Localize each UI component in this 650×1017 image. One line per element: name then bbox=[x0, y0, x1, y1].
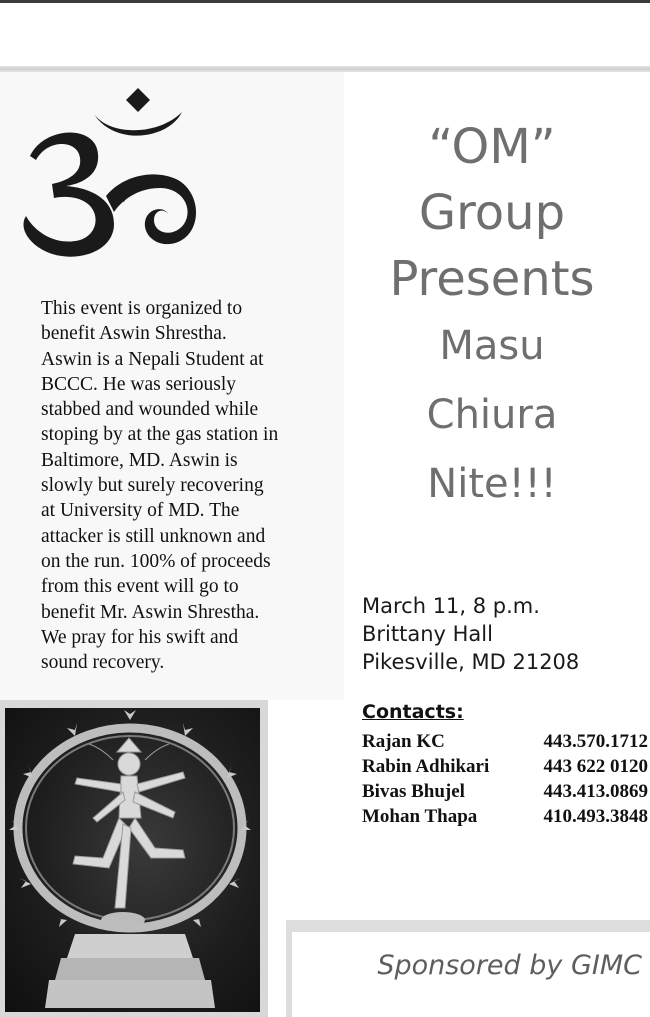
story-line: Baltimore, MD. Aswin is bbox=[41, 449, 238, 471]
contact-name: Bivas Bhujel bbox=[362, 781, 465, 802]
contact-name: Rajan KC bbox=[362, 731, 445, 752]
story-line: at University of MD. The bbox=[41, 500, 240, 522]
story-line: Aswin is a Nepali Student at bbox=[41, 348, 264, 370]
story-line: benefit Mr. Aswin Shrestha. bbox=[41, 601, 260, 623]
story-line: BCCC. He was seriously bbox=[41, 373, 236, 395]
headline-presents: Presents bbox=[389, 251, 595, 307]
contact-phone: 410.493.3848 bbox=[543, 806, 648, 827]
contact-name: Rabin Adhikari bbox=[362, 756, 490, 777]
top-rule bbox=[0, 0, 650, 3]
contact-row bbox=[362, 779, 650, 804]
story-line: stabbed and wounded while bbox=[41, 399, 259, 421]
story-line: benefit Aswin Shrestha. bbox=[41, 323, 227, 345]
story-line: attacker is still unknown and bbox=[41, 525, 266, 547]
sponsor-text: Sponsored by GIMC bbox=[377, 950, 642, 981]
event-date-time: March 11, 8 p.m. bbox=[362, 594, 540, 618]
headline-masu: Masu bbox=[439, 323, 545, 369]
story-line: sound recovery. bbox=[41, 652, 165, 674]
contact-name: Mohan Thapa bbox=[362, 806, 478, 827]
contacts-list bbox=[362, 729, 650, 829]
contact-row bbox=[362, 804, 650, 829]
contact-phone: 443 622 0120 bbox=[543, 756, 648, 777]
contact-phone: 443.413.0869 bbox=[543, 781, 648, 802]
event-details bbox=[362, 592, 642, 676]
event-story bbox=[41, 296, 331, 675]
contact-phone: 443.570.1712 bbox=[543, 731, 648, 752]
story-line: from this event will go to bbox=[41, 576, 239, 598]
story-line: This event is organized to bbox=[41, 298, 243, 319]
contact-row bbox=[362, 754, 650, 779]
story-line: stoping by at the gas station in bbox=[41, 424, 279, 446]
event-venue: Brittany Hall bbox=[362, 622, 493, 646]
contacts-heading: Contacts: bbox=[362, 701, 464, 723]
nataraja-statue-image bbox=[5, 708, 260, 1012]
event-location: Pikesville, MD 21208 bbox=[362, 650, 580, 674]
headline-om: “OM” bbox=[428, 119, 556, 175]
headline-chiura: Chiura bbox=[426, 392, 558, 438]
story-line: We pray for his swift and bbox=[41, 626, 239, 648]
om-symbol-icon bbox=[18, 84, 200, 262]
headline bbox=[348, 114, 636, 519]
story-line: slowly but surely recovering bbox=[41, 475, 264, 497]
headline-nite: Nite!!! bbox=[427, 461, 557, 507]
contact-row bbox=[362, 729, 650, 754]
headline-group: Group bbox=[418, 185, 566, 241]
story-line: on the run. 100% of proceeds bbox=[41, 550, 271, 572]
